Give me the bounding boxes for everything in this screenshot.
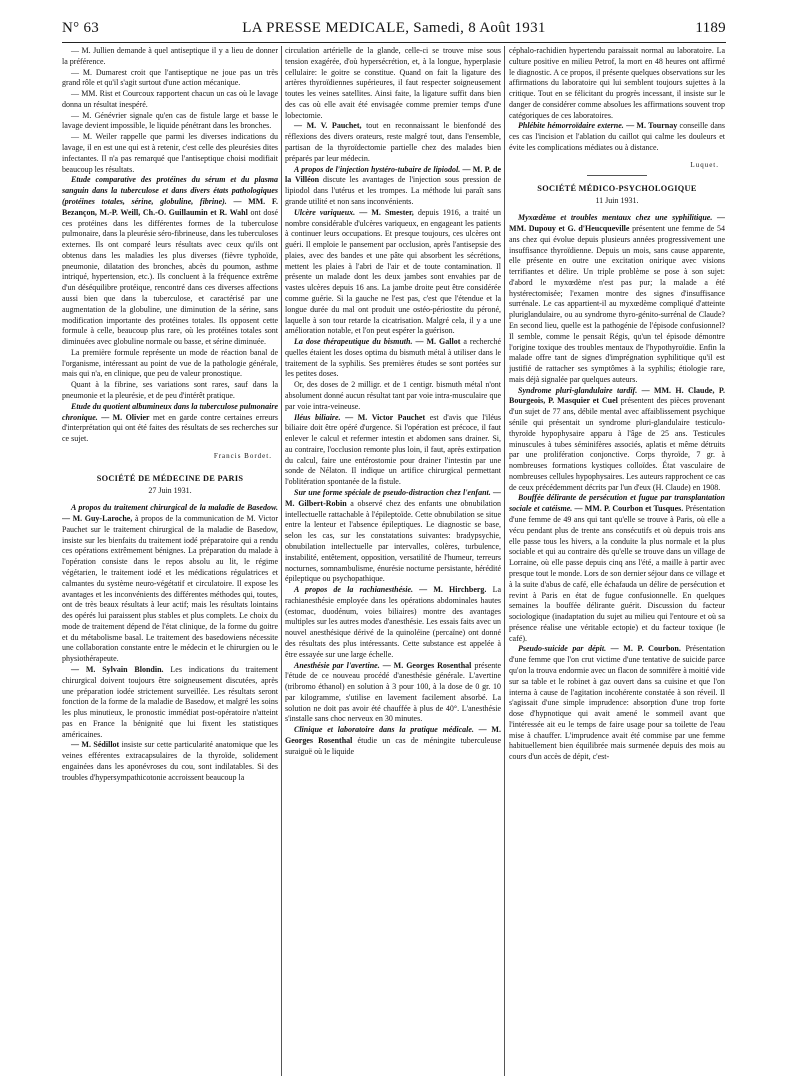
article-title: A propos de l'injection hystéro-tubaire de lipiodol.	[294, 164, 461, 174]
article	[62, 503, 278, 665]
article-text: a observé chez des enfants une obnubilation intellectuelle rattachable à l'épileptoïde. Cette obnubilation se situe entre la lenteur et l'absence épileptiques. Le diagnostic se base, selon les cas, sur les constatations suivantes: bradypsychie, obnubilation intellectuelle par intervalles, colères, turbulence, instabilité, entêtement, opposition, versatilité de l'humeur, terreurs nocturnes, somnambulisme, énurésie nocturne persistante, hérédité épileptique ou psychopathique.	[285, 498, 501, 584]
signature: Francis Bordet.	[213, 451, 272, 460]
article	[285, 725, 501, 757]
article-authors: — M. Gallot	[412, 337, 461, 347]
article-text: présentent une femme de 54 ans chez qui évolue depuis plusieurs années progressivement une insuffisance thyroïdienne. Depuis un mois, sans cause apparente, elle présente en outre une excitation onirique avec visions terrifiantes et délire. Un triple problème se pose à son sujet: d'abord le myxœdème n'est pas pur; la malade a été hystérectomisée; l'examen montre des signes d'insuffisance surrénale. Le cas appartient-il au myxœdème compliqué d'atteinte pluriglandulaire, ou au syndrome thyro-génito-surrénal de Claude? En second lieu, quelle est la pathogénie de l'épisode confusionnel? Il semble, comme le pensait Régis, qu'un tel épisode démontre l'origine toxique des troubles mentaux de l'hypothyroïdie. Enfin la malade offre tant de signes d'imprégnation syphilitique qu'il est justifié de rattacher ses symptômes à la syphilis; étiologie rare, mais déjà signalée par quelques auteurs.	[509, 223, 725, 384]
article-title: Pseudo-suicide par dépit.	[518, 644, 607, 654]
article	[62, 175, 278, 348]
article-text: discute les avantages de l'injection sous pression de lipiodol dans l'utérus et les trompes. La méthode lui paraît sans grande utilité et non sans inconvénients.	[285, 175, 501, 206]
article-authors: — M. Gilbert-Robin	[285, 488, 501, 508]
article-text: Présentation d'une femme de 49 ans qui tant qu'elle se trouve à Paris, où elle a vécu pendant plus de trente ans consécutifs et où depuis trois ans elle passe tous les hivers, a la conduite la plus normale et la plus sociable et qui au contraire dès qu'elle se trouve dans un village de Lorraine, où elle passe depuis cinq ans l'été, a maille à partir avec presque tout le monde. Lors de son dernier séjour dans ce village et à la suite d'abus de café, elle échafauda un délire de persécution et revint à Paris en état de fugue confusionnelle. En quelques semaines la bouffée délirante guérit. Discussion du facteur sociologique (inadaptation du sujet au milieu qui l'entoure et où sa présence réalise une véritable ectopie) et du facteur toxique (le café).	[509, 504, 725, 643]
article-text: présentent des pièces provenant d'un sujet de 77 ans, débile mental avec affaiblissement psychique sénile qui présentait un syndrome pluri-glandulaire testiculo-thyroïde hypophysaire apparu à l'âge de 25 ans. Testicules minuscules à tubes séminifères associés, aplatis et même détruits par une prolifération conjonctive. Corps thyroïde, 7 gr. à nombreuses formations kystiques colloïdes. État vasculaire de nombreuses cellules hypophysaires. Les auteurs rapprochent ce cas de ceux précédemment décrits par l'un d'eux (H. Claude) en 1908.	[509, 396, 725, 492]
speaker-name: — M. Sylvain Blondin.	[71, 664, 164, 674]
article-title: Iléus biliaire.	[294, 412, 341, 422]
article-authors: — MM. Dupouy et G. d'Heucqueville	[509, 213, 725, 233]
article	[509, 213, 725, 386]
article-authors: — M. P. de la Villéon	[285, 164, 501, 185]
article-title: Anesthésie par l'avertine.	[294, 660, 380, 670]
article-text: ont dosé ces protéines dans les différentes formes de la tuberculose pulmonaire, dans la pleurésie séro-fibrineuse, dans les tuberculoses externes. Ils ont comparé leurs résultats avec ceux qu'ils ont obtenus dans les maladies les plus diverses (fièvre typhoïde, pneumonie, dilatation des bronches, abcès du poumon, asthme intriqué, hypertension, etc.). Ils concluent à la fréquence extrême d'un déséquilibre protéique, rencontré dans ces diverses affections aussi bien que dans la tuberculose, et caractérisé par une augmentation de la globuline, une diminution de la sérine, sans modification importante des protéines totales. Ils opposent cette formule à celle, beaucoup plus rare, où les protéines totales sont diminuées avec globuline normale ou basse, et sérine diminuée.	[62, 207, 278, 347]
issue-number: N° 63	[62, 20, 100, 36]
paragraph: Or, des doses de 2 milligr. et de 1 centigr. bismuth métal n'ont absolument donné aucun résultat tant par voie intra-musculaire que par voie intra-veineuse.	[285, 380, 501, 411]
journal-title: LA PRESSE MEDICALE, Samedi, 8 Août 1931	[242, 20, 546, 36]
article	[285, 413, 501, 488]
article-authors: — M. Tournay	[623, 121, 678, 131]
article-text: a recherché quelles étaient les doses optima du bismuth métal à utiliser dans le traitement de la syphilis. Ses premières études se sont portées sur les petites doses.	[285, 337, 501, 379]
article-authors: — M. Georges Rosenthal	[379, 660, 472, 670]
society-heading: SOCIÉTÉ DE MÉDECINE DE PARIS	[96, 473, 244, 483]
article-text: Présentation d'une femme que l'on crut victime d'une tentative de suicide parce qu'on la trouva endormie avec un flacon de somnifère à moitié vide sur sa table et le robinet à gaz ouvert dans sa cuisine et que l'on interna à cause de l'agitation incohérente constatée à son réveil. Il s'agissait d'une simple imprudence: absorption d'une trop forte dose d'hypnotique qui avait amené le sommeil avant que l'intéressée ait eu le temps de faire usage pour sa toilette de l'eau mise à chauffer. L'imprudence avait été commise par une femme habituellement bien équilibrée mais surmenée depuis des mois au cours d'un accès de dépit, c'est-	[509, 644, 725, 762]
article-title: La dose thérapeutique du bismuth.	[294, 337, 413, 347]
society-heading: SOCIÉTÉ MÉDICO-PSYCHOLOGIQUE	[537, 183, 697, 193]
section-divider	[587, 175, 647, 176]
article-title: Sur une forme spéciale de pseudo-distraction chez l'enfant.	[294, 488, 491, 498]
article-title: Ulcère variqueux.	[294, 207, 356, 217]
article-text: à propos de la communication de M. Victor Pauchet sur le traitement chirurgical de la maladie de Basedow, insiste sur les bienfaits du traitement iodé préparatoire qui a rendu ces opérations extrêmement bénignes. La préparation du malade à l'opération consiste dans le repos absolu au lit, le régime végétarien, le traitement iodé et les médications régulatrices et calmantes du système neuro-végétatif et circulatoire. Il expose les avantages et les inconvénients des différentes méthodes qui, toutes, ont de très beaux résultats à leur actif; mais les résultats lointains des opérés lui paraissent plus stables et plus complets. Le choix du mode de traitement dépend de l'état clinique, de la forme du goitre et du métabolisme basal. Le traitement des basedowiens nécessite une collaboration constante entre le médecin et le chirurgien ou le physiothérapeute.	[62, 514, 278, 664]
article-authors: — M. Smester,	[355, 207, 414, 217]
article	[62, 402, 278, 445]
article	[285, 488, 501, 585]
paragraph: — M. Weiler rappelle que parmi les diverses indications du lavage, il en est une qui est à retenir, c'est celle des pleurésies dites infectantes. Il n'a pas remarqué que l'antiseptique choisi modifiait beaucoup les résultats.	[62, 132, 278, 174]
article-text: La rachianesthésie employée dans les opérations abdominales hautes (estomac, duodénum, voies biliaires) montre des avantages multiples sur les autres modes d'anesthésie. Les essais faits avec un nouvel anesthésique dérivé de la quinoléine (percaïne) ont donné des résultats des plus intéressants. Cette substance est appelée à être essayée sur une large échelle.	[285, 585, 501, 659]
paragraph	[62, 665, 278, 740]
article-title: Syndrome pluri-glandulaire tardif.	[518, 385, 638, 395]
paragraph: La première formule représente un mode de réaction banal de l'organisme, intéressant au point de vue de la pathologie générale, mais qui n'a, en clinique, que peu de valeur pronostique.	[62, 347, 278, 379]
header-rule	[62, 42, 726, 43]
paragraph: — M. Jullien demande à quel antiseptique il y a lieu de donner la préférence.	[62, 46, 278, 66]
article-title: Etude du quotient albumineux dans la tuberculose pulmonaire chronique.	[62, 401, 278, 422]
page-number: 1189	[695, 20, 726, 36]
speaker-name: — M. V. Pauchet,	[294, 121, 362, 131]
paragraph-text: Les indications du traitement chirurgical doivent toujours être soigneusement discutées, après une préparation iodée strictement surveillée. Les résultats seront fonction de la forme de la maladie de Basedow, et malgré les soins les plus minutieux, le pronostic immédiat post-opératoire n'atteint pas en France la bénignité que lui fixent les statistiques américaines.	[62, 664, 278, 739]
session-date: 27 Juin 1931.	[148, 486, 192, 496]
paragraph: céphalo-rachidien hypertendu paraissait normal au laboratoire. La culture positive en milieu Petrof, la mort en 48 heures ont affirmé le diagnostic. A ce propos, il présente quelques observations sur les affirmations du laboratoire qui lui semblent toujours sujettes à la critique. Tout en se félicitant du progrès incessant, il insiste sur le danger de considérer comme absolues les affirmations souvent trop catégoriques de ces laboratoires.	[509, 46, 725, 120]
article-text: est d'avis que l'iléus biliaire doit être opéré d'urgence. Si l'opération est précoce, il faut enlever le calcul et refermer intestin et abdomen sans drainer. Si, au contraire, l'occlusion remonte plus loin, il faut, après extirpation du calcul, faire une entérostomie pour drainer l'intestin par une sonde de Nélaton. Il indique un artifice chirurgical permettant l'oblitération spontanée de la fistule.	[285, 412, 501, 487]
paragraph: — M. Génévrier signale qu'en cas de fistule large et basse le lavage devient impossible, le liquide pénétrant dans les bronches.	[62, 110, 278, 131]
article-text: depuis 1916, a traité un nombre considérable d'ulcères variqueux, en engageant les patients à continuer leurs occupations. Et presque toujours, ces ulcères ont guéri. Il emploie le pansement par occlusion, après l'antisepsie des plaies, avec des bandes et une pâte qui absorbent les sécrétions, mettent les plaies à l'abri de l'air et de toute contamination. Il présente un malade dont les deux jambes sont envahies par de vastes ulcères depuis 16 ans. La jambe droite peut être considérée comme guérie. Si la gauche ne l'est pas, c'est que l'étendue et la longue durée du mal ont produit une ostéo-périostite du péroné, laquelle à son tour retarde la cicatrisation. Malgré cela, il y a une amélioration notable, et l'on peut espérer la guérison.	[285, 207, 501, 336]
speaker-name: — M. Sédillot	[71, 740, 120, 750]
article-text: étudie un cas de méningite tuberculeuse suraiguë où le liquide	[285, 736, 501, 756]
article	[285, 661, 501, 726]
column-divider	[504, 46, 505, 1076]
article	[509, 644, 725, 763]
column-3	[509, 46, 725, 1076]
signature: Luquet.	[690, 160, 719, 169]
article-title: A propos du traitement chirurgical de la maladie de Basedow.	[71, 503, 278, 513]
article	[285, 585, 501, 660]
article-text: met en garde contre certaines erreurs d'interprétation qui ont été faites des résultats de ses recherches sur ce sujet.	[62, 412, 278, 444]
article-text: conseille dans ces cas l'incision et l'ablation du caillot qui calme les douleurs et évite les complications médiates ou à distance.	[509, 121, 725, 153]
article	[509, 493, 725, 644]
article-authors: — M. P. Courbon.	[606, 644, 681, 654]
paragraph: Quant à la fibrine, ses variations sont rares, sauf dans la pneumonie et la pleurésie, et de peu d'intérêt pratique.	[62, 380, 278, 400]
paragraph-text: insiste sur cette particularité anatomique que les veines efférentes extracapsulaires de la thyroïde, solidement engainées dans les aponévroses du cou, sont indilatables. Si des troubles d'hypersympathicotonie accroissent beaucoup la	[62, 740, 278, 782]
article-title: Clinique et laboratoire dans la pratique médicale.	[294, 725, 474, 735]
article	[285, 208, 501, 337]
article-text: présente l'étude de ce nouveau procédé d'anesthésie générale. L'avertine (tribromo éthanol) en solution à 3 pour 100, à la dose de 0 gr. 10 par kilogramme, s'utilise en lavement facilement absorbé. La solution ne doit pas avoir été chauffée à plus de 40°. L'anesthésie s'installe sans choc nerveux en 30 minutes.	[285, 660, 501, 724]
paragraph: circulation artérielle de la glande, celle-ci se trouve mise sous tension exagérée, d'où hypersécrétion, et, à la longue, hyperplasie cellulaire: le goitre se constitue. Quand on fait la ligature des artères thyroïdiennes supérieures, il faut respecter soigneusement toutes les veines satellites. Ainsi faite, la ligature suffit dans bien des cas où elle avait été envisagée comme premier temps d'une lobectomie.	[285, 46, 501, 120]
article-title: Etude comparative des protéines du sérum et du plasma sanguin dans la tuberculose et dans divers états pathologiques (protéines totales, sérine, globuline, fibrine).	[62, 175, 278, 206]
article-authors: — MM. P. Courbon et Tusques.	[572, 504, 684, 514]
article-authors: — M. Guy-Laroche,	[62, 514, 133, 524]
article	[509, 121, 725, 153]
column-2	[285, 46, 501, 1076]
column-divider	[281, 46, 282, 1076]
article-authors: — M. Victor Pauchet	[340, 412, 426, 422]
article-authors: — MM. F. Bezançon, M.-P. Weill, Ch.-O. Guillaumin et R. Wahl	[62, 196, 278, 217]
article-authors: — M. Olivier	[97, 412, 150, 422]
article-title: A propos de la rachianesthésie.	[294, 585, 414, 595]
article	[285, 337, 501, 380]
page-header	[62, 20, 726, 44]
paragraph: — M. Dumarest croit que l'antiseptique ne joue pas un très grand rôle et qu'il s'agit surtout d'une action mécanique.	[62, 67, 278, 88]
paragraph-text: tout en reconnaissant le bienfondé des réflexions des divers orateurs, reste malgré tout, dans l'ensemble, partisan de la thyroïdectomie partielle chez des malades bien préparés par leur médecin.	[285, 121, 501, 163]
column-1	[62, 46, 278, 1076]
article-title: Bouffée délirante de persécution et fugue par transplantation sociale et catéisme.	[509, 493, 725, 514]
article-title: Phlébite hémorroïdaire externe.	[518, 121, 624, 131]
session-date: 11 Juin 1931.	[595, 196, 639, 206]
paragraph: — MM. Rist et Courcoux rapportent chacun un cas où le lavage donna un résultat inespéré.	[62, 89, 278, 109]
article	[509, 386, 725, 494]
paragraph	[285, 121, 501, 164]
article-authors: — MM. H. Claude, P. Bourgeois, P. Masquier et Cuel	[509, 385, 725, 406]
article-title: Myxœdème et troubles mentaux chez une syphilitique.	[518, 213, 713, 223]
article-authors: — M. Georges Rosenthal	[285, 725, 501, 745]
article	[285, 165, 501, 208]
paragraph	[62, 740, 278, 783]
article-authors: — M. Hirchberg.	[413, 585, 487, 595]
